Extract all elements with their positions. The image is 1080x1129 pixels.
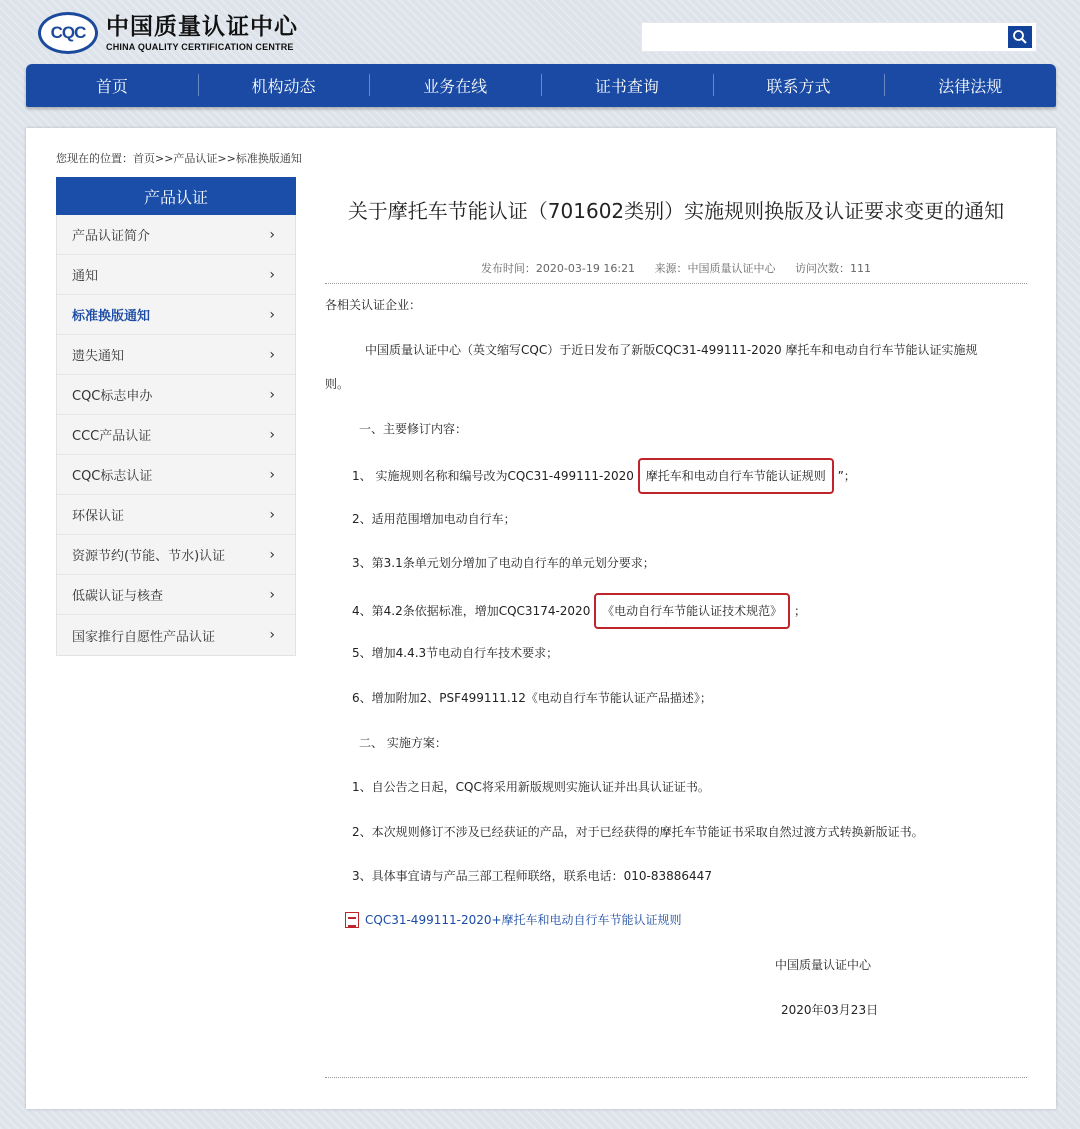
article-meta: [325, 260, 1027, 276]
chevron-right-icon: ›: [269, 346, 275, 363]
intro-paragraph-line-2: 则。: [325, 377, 350, 391]
cqc-logo-icon: CQC: [38, 12, 98, 54]
sidebar-item-cqc-mark-apply[interactable]: [57, 375, 295, 415]
chevron-right-icon: ›: [269, 627, 275, 643]
sidebar-item-product-cert-intro[interactable]: [57, 215, 295, 255]
search-box: [641, 22, 1037, 52]
nav-item-laws[interactable]: 法律法规: [884, 64, 1056, 107]
sidebar-item-notices[interactable]: [57, 255, 295, 295]
search-button[interactable]: [1008, 26, 1032, 48]
sidebar-title: 产品认证: [56, 177, 296, 215]
revision-item-4: [325, 593, 1027, 629]
sidebar-item-label: CQC标志申办: [72, 389, 153, 404]
sidebar-item-label: 环保认证: [72, 509, 125, 524]
section-2-title: 二、 实施方案：: [359, 736, 447, 750]
sidebar-item-label: 国家推行自愿性产品认证: [72, 629, 216, 645]
main-nav: [26, 64, 1056, 107]
search-input[interactable]: [642, 23, 1002, 51]
nav-item-business-online[interactable]: 业务在线: [369, 64, 541, 107]
chevron-right-icon: ›: [269, 546, 275, 563]
sidebar-item-ccc-cert[interactable]: [57, 415, 295, 455]
publish-time: 发布时间：2020-03-19 16:21: [480, 262, 636, 275]
logo-english-name: CHINA QUALITY CERTIFICATION CENTRE: [106, 42, 294, 52]
sidebar-item-label: 通知: [72, 269, 99, 284]
attachment-label: CQC31-499111-2020+摩托车和电动自行车节能认证规则: [365, 913, 682, 927]
sidebar: [56, 177, 296, 656]
sidebar-item-label: 低碳认证与核查: [72, 589, 164, 604]
sidebar-item-label: 遗失通知: [72, 349, 125, 364]
chevron-right-icon: ›: [269, 586, 275, 603]
revision-item-1-text: 1、 实施规则名称和编号改为CQC31-499111-2020: [352, 469, 638, 483]
breadcrumb: 您现在的位置：首页>>产品认证>>标准换版通知: [56, 152, 302, 165]
pdf-icon: [345, 912, 359, 928]
search-icon: [1012, 29, 1028, 45]
sidebar-item-label: CCC产品认证: [72, 429, 152, 444]
revision-item-1: [325, 458, 1027, 494]
issue-date: 2020年03月23日: [781, 1003, 879, 1017]
attachment-link[interactable]: [345, 911, 682, 928]
article-source: 来源：中国质量认证中心: [654, 262, 776, 275]
site-header: [0, 0, 1080, 64]
chevron-right-icon: ›: [269, 226, 275, 243]
sidebar-item-eco-cert[interactable]: [57, 495, 295, 535]
main-content-panel: [26, 128, 1056, 1109]
sidebar-item-cqc-mark-cert[interactable]: [57, 455, 295, 495]
attachment-row: [325, 911, 1027, 931]
logo-chinese-name: 中国质量认证中心: [106, 14, 298, 40]
highlighted-standard-name: 《电动自行车节能认证技术规范》: [594, 593, 790, 629]
sidebar-list: [56, 215, 296, 656]
sidebar-item-resource-saving-cert[interactable]: [57, 535, 295, 575]
greeting: 各相关认证企业：: [325, 298, 422, 312]
revision-item-4-suffix: ；: [790, 604, 806, 618]
intro-paragraph-line-1: 中国质量认证中心（英文缩写CQC）于近日发布了新版CQC31-499111-2020 摩托车和电动自行车节能认证实施规: [365, 343, 978, 357]
nav-item-certificate-query[interactable]: 证书查询: [541, 64, 713, 107]
nav-item-home[interactable]: 首页: [95, 77, 128, 96]
revision-item-2: 2、适用范围增加电动自行车；: [352, 512, 516, 526]
chevron-right-icon: ›: [269, 306, 275, 323]
chevron-right-icon: ›: [269, 466, 275, 483]
revision-item-4-text: 4、第4.2条依据标准，增加CQC3174-2020: [352, 604, 595, 618]
signature: 中国质量认证中心: [775, 958, 872, 972]
plan-item-3: 3、具体事宜请与产品三部工程师联络，联系电话：010-83886447: [352, 869, 712, 883]
sidebar-item-standard-update[interactable]: [57, 295, 295, 335]
divider: [325, 1077, 1027, 1078]
revision-item-3: 3、第3.1条单元划分增加了电动自行车的单元划分要求；: [352, 556, 655, 570]
sidebar-item-label: 产品认证简介: [72, 229, 151, 244]
article-title: 关于摩托车节能认证（701602类别）实施规则换版及认证要求变更的通知: [347, 199, 1005, 223]
sidebar-item-label: CQC标志认证: [72, 469, 153, 484]
section-1-title: 一、主要修订内容：: [359, 422, 468, 436]
sidebar-item-lost-notice[interactable]: [57, 335, 295, 375]
visit-count: 访问次数：111: [795, 262, 872, 275]
logo-text: [106, 14, 298, 52]
site-logo[interactable]: [38, 10, 298, 56]
sidebar-item-voluntary-cert[interactable]: [57, 615, 295, 655]
plan-item-2: 2、本次规则修订不涉及已经获证的产品，对于已经获得的摩托车节能证书采取自然过渡方式转换新版证书。: [352, 825, 924, 839]
divider: [325, 283, 1027, 284]
chevron-right-icon: ›: [269, 266, 275, 283]
nav-item-contact[interactable]: 联系方式: [713, 64, 885, 107]
plan-item-1: 1、自公告之日起，CQC将采用新版规则实施认证并出具认证证书。: [352, 780, 710, 794]
highlighted-rule-name: 摩托车和电动自行车节能认证规则: [638, 458, 834, 494]
nav-item-news[interactable]: 机构动态: [198, 64, 370, 107]
chevron-right-icon: ›: [269, 506, 275, 523]
revision-item-1-suffix: ”；: [833, 469, 856, 483]
chevron-right-icon: ›: [269, 386, 275, 403]
sidebar-item-low-carbon-cert[interactable]: [57, 575, 295, 615]
revision-item-5: 5、增加4.4.3节电动自行车技术要求；: [352, 646, 559, 660]
sidebar-item-label: 资源节约(节能、节水)认证: [72, 549, 226, 564]
chevron-right-icon: ›: [269, 426, 275, 443]
sidebar-item-label: 标准换版通知: [72, 309, 151, 324]
revision-item-6: 6、增加附加2、PSF499111.12《电动自行车节能认证产品描述》；: [352, 691, 712, 705]
